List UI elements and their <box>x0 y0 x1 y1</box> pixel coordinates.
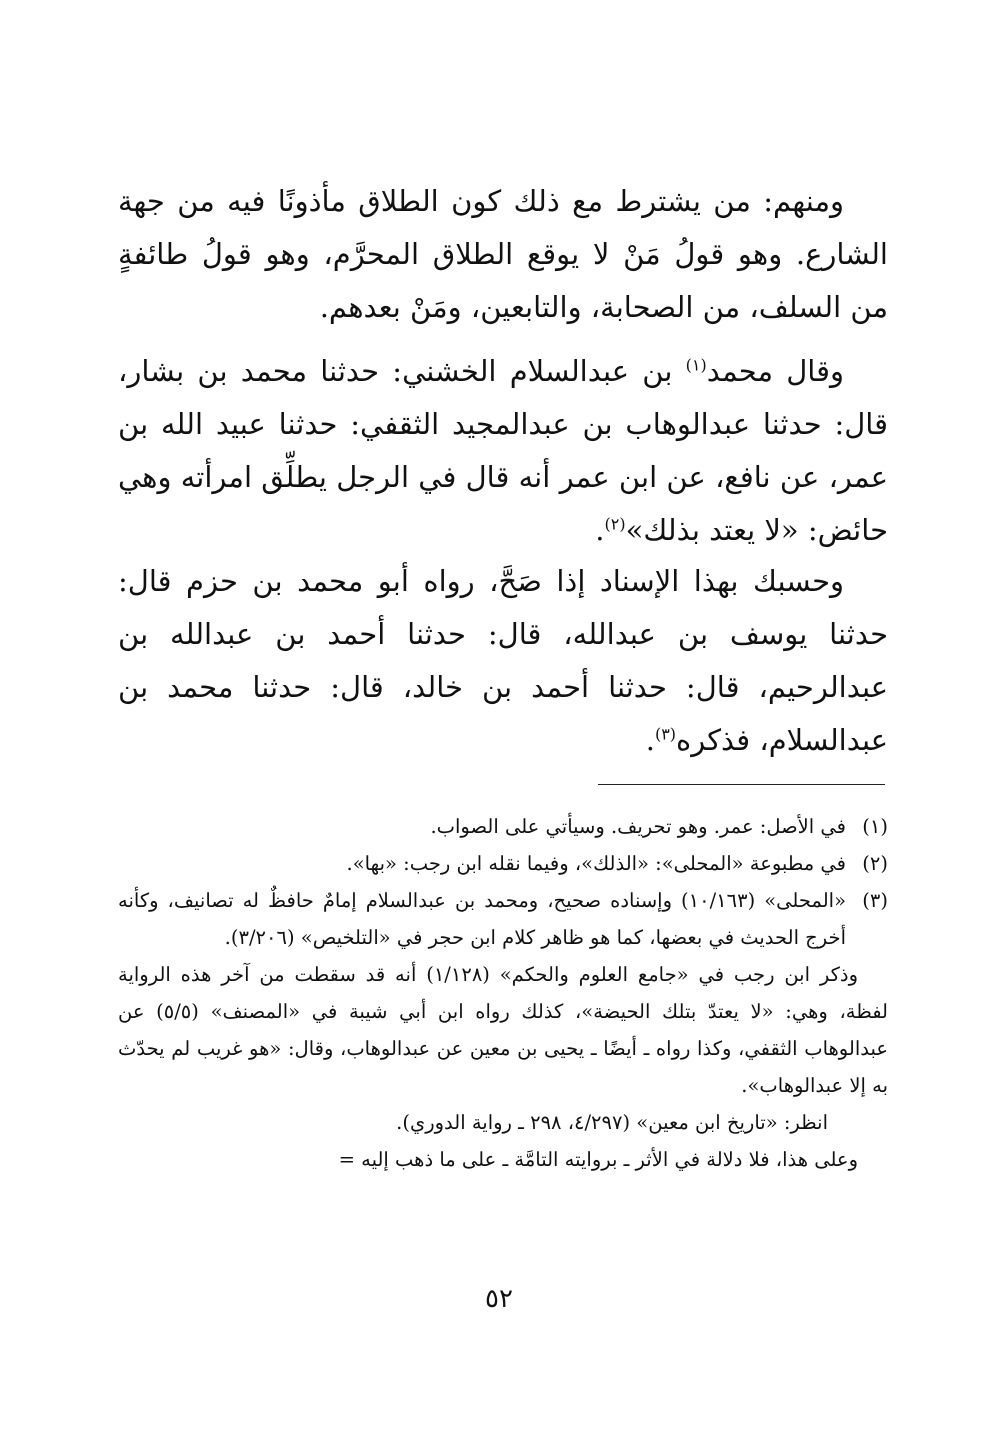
footnote-3-number: (٣) <box>862 889 888 912</box>
main-text-paragraph-1 <box>118 175 888 334</box>
footnote-ref-1[interactable]: (١) <box>685 355 707 375</box>
footnote-ref-2[interactable]: (٢) <box>604 514 626 534</box>
footnote-1 <box>118 808 888 845</box>
paragraph-2-mid: بن عبدالسلام الخشني: حدثنا محمد بن بشار، قال: حدثنا عبدالوهاب بن عبدالمجيد الثقفي: حدثنا عبيد الله بن عمر، عن نافع، عن ابن عمر أنه قال في الرجل يطلِّق امرأته وهي حائض: «لا يعتد بذلك» <box>118 354 888 547</box>
paragraph-3-end: . <box>645 723 655 757</box>
main-text-paragraph-3 <box>118 555 888 767</box>
footnote-ref-3[interactable]: (٣) <box>654 724 677 744</box>
paragraph-2-start: وقال محمد <box>706 354 844 388</box>
footnote-2-number: (٢) <box>862 852 888 875</box>
footnote-3-text: «المحلى» (١٠/١٦٣) وإسناده صحيح، ومحمد بن عبدالسلام إمامٌ حافظٌ له تصانيف، وكأنه أخرج الحديث في بعضها، كما هو ظاهر كلام ابن حجر في «التلخيص» (٣/٢٠٦). <box>118 889 846 949</box>
footnotes-section <box>118 808 888 1178</box>
footnote-3-continuation-1: وذكر ابن رجب في «جامع العلوم والحكم» (١/١٢٨) أنه قد سقطت من آخر هذه الرواية لفظة، وهي: «لا يعتدّ بتلك الحيضة»، كذلك رواه ابن أبي شيبة في «المصنف» (٥/٥) عن عبدالوهاب الثقفي، وكذا رواه ـ أيضًا ـ يحيى بن معين عن عبدالوهاب، وقال: «هو غريب لم يحدّث به إلا عبدالوهاب». <box>118 963 888 1097</box>
paragraph-2-text <box>118 345 888 557</box>
footnote-1-text: في الأصل: عمر. وهو تحريف. وسيأتي على الصواب. <box>430 815 846 838</box>
paragraph-1-text: ومنهم: من يشترط مع ذلك كون الطلاق مأذونًا فيه من جهة الشارع. وهو قولُ مَنْ لا يوقع الطلاق المحرَّم، وهو قولُ طائفةٍ من السلف، من الصحابة، والتابعين، ومَنْ بعدهم. <box>118 184 888 324</box>
footnote-2-text: في مطبوعة «المحلى»: «الذلك»، وفيما نقله ابن رجب: «بها». <box>346 852 846 875</box>
paragraph-3-start: وحسبك بهذا الإسناد إذا صَحَّ، رواه أبو محمد بن حزم قال: حدثنا يوسف بن عبدالله، قال: حدثنا أحمد بن عبدالله بن عبدالرحيم، قال: حدثنا أحمد بن خالد، قال: حدثنا محمد بن عبدالسلام، فذكره <box>118 564 888 757</box>
main-text-paragraph-2 <box>118 345 888 557</box>
footnote-1-number: (١) <box>862 815 888 838</box>
footnote-separator <box>598 784 885 785</box>
footnote-3-continuation-3: وعلى هذا، فلا دلالة في الأثر ـ بروايته التامَّة ـ على ما ذهب إليه = <box>338 1148 858 1171</box>
footnote-3-continuation-2: انظر: «تاريخ ابن معين» (٤/٢٩٧، ٢٩٨ ـ رواية الدوري). <box>396 1111 828 1134</box>
footnote-3 <box>118 882 888 956</box>
paragraph-3-text <box>118 555 888 767</box>
paragraph-2-end: . <box>595 513 605 547</box>
page-number: ٥٢ <box>485 1284 513 1314</box>
footnote-2 <box>118 845 888 882</box>
